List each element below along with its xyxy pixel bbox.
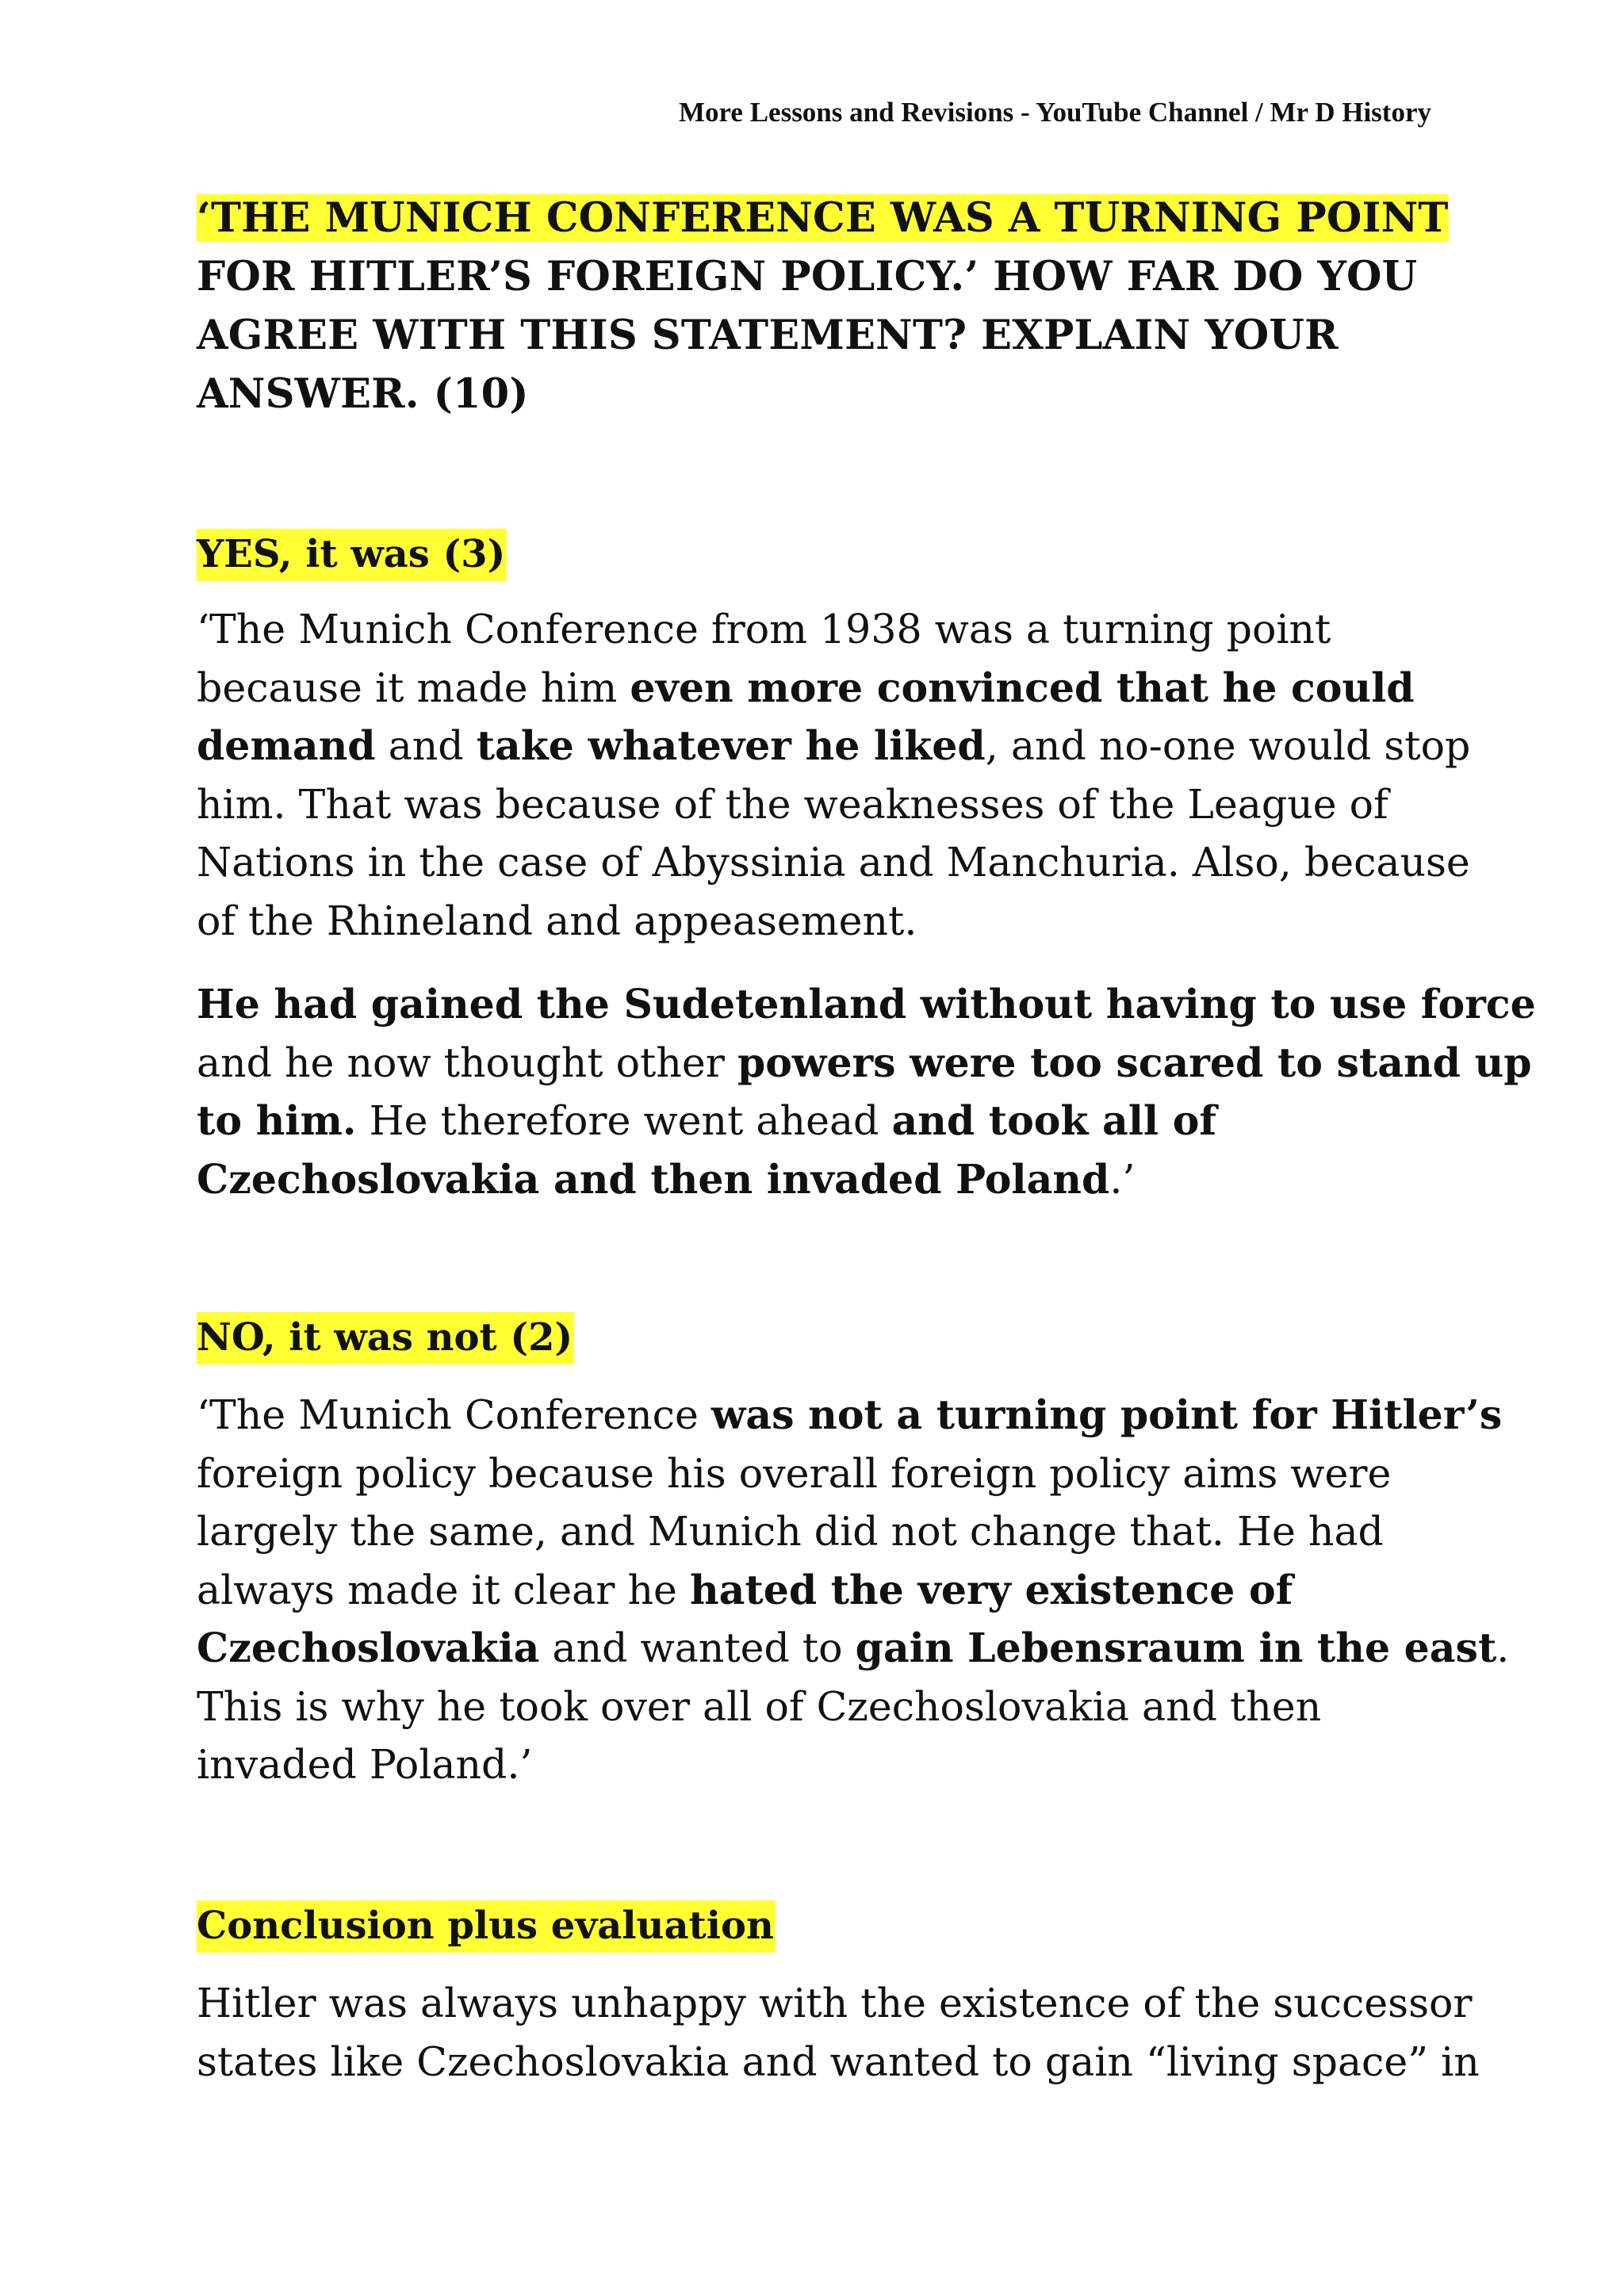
no-paragraph-1: ‘The Munich Conference was not a turning point for Hitler’s foreign policy because his overall foreign policy aims were largely the same, and Munich did not change that. He had always made it clear he hated the very existence of Czechoslovakia and wanted to gain Lebensraum in the east. This is why he took over all of Czechoslovakia and then invaded Poland.’ — [197, 1391, 1510, 1788]
question-highlight: ‘THE MUNICH CONFERENCE WAS A TURNING POINT — [197, 194, 1449, 242]
page-header: More Lessons and Revisions - YouTube Channel / Mr D History — [678, 97, 1431, 128]
yes-heading: YES, it was (3) — [197, 526, 1442, 582]
yes-paragraph-2: He had gained the Sudetenland without having to use force and he now thought other powers were too scared to stand up to him. He therefore went ahead and took all of Czechoslovakia and then invaded Poland.’ — [197, 981, 1536, 1203]
question-line: ANSWER. (10) — [197, 370, 529, 418]
question-line: FOR HITLER’S FOREIGN POLICY.’ HOW FAR DO YOU — [197, 253, 1418, 300]
question-line: AGREE WITH THIS STATEMENT? EXPLAIN YOUR — [197, 312, 1339, 359]
essay-question — [197, 189, 1449, 423]
yes-paragraph-1: ‘The Munich Conference from 1938 was a turning point because it made him even more convinced that he could demand and take whatever he liked, and no-one would stop him. That was because of the weaknesses of the League of Nations in the case of Abyssinia and Manchuria. Also, because of the Rhineland and appeasement. — [197, 606, 1471, 944]
conclusion-heading: Conclusion plus evaluation — [197, 1898, 1442, 1954]
no-heading: NO, it was not (2) — [197, 1310, 1442, 1365]
conclusion-paragraph-1: Hitler was always unhappy with the existence of the successor states like Czechoslovakia and wanted to gain “living space” in — [197, 1980, 1480, 2085]
